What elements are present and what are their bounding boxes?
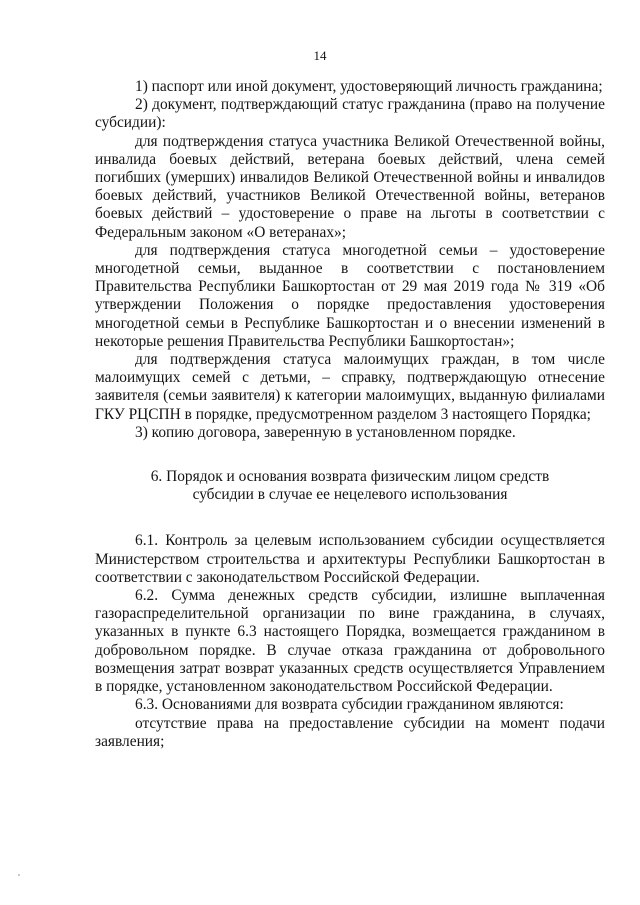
page-number: 14 [313,48,327,63]
scan-speck [18,874,20,876]
paragraph-6-3: 6.3. Основаниями для возврата субсидии гражданином являются: [135,696,564,714]
paragraph-6-3-reason-1: отсутствие права на предоставление субсидии на момент подачи заявления; [95,714,605,750]
section-heading [95,468,605,504]
paragraph-large-family-status: для подтверждения статуса многодетной семьи – удостоверение многодетной семьи, выданное в соответствии с постановлением Правительства Республики Башкортостан от 29 мая 2019 года № 319 «Об утверждении Положения о порядке предоставления удостоверения многодетной семьи в Республике Башкортостан и о внесении изменений в некоторые решения Правительства Республики Башкортостан»; [95,241,605,350]
paragraph-6-1: 6.1. Контроль за целевым использованием субсидии осуществляется Министерством строительства и архитектуры Республики Башкортостан в соответствии с законодательством Российской Федерации. [95,532,605,586]
document-body [95,78,605,751]
paragraph-item-1-passport: 1) паспорт или иной документ, удостоверяющий личность гражданина; [135,78,603,95]
section-heading-line-1: 6. Порядок и основания возврата физическим лицом средств [150,468,550,486]
paragraph-item-3-contract-copy: 3) копию договора, заверенную в установленном порядке. [135,423,516,441]
paragraph-veterans-status: для подтверждения статуса участника Великой Отечественной войны, инвалида боевых действий, ветерана боевых действий, члена семей погибших (умерших) инвалидов Великой Отечественной войны и инвалидов боевых действий, участников Великой Отечественной войны, ветеранов боевых действий – удостоверение о праве на льготы в соответствии с Федеральным законом «О ветеранах»; [95,132,605,241]
paragraph-6-2: 6.2. Сумма денежных средств субсидии, излишне выплаченная газораспределительной организации по вине гражданина, в случаях, указанных в пункте 6.3 настоящего Порядка, возмещается гражданином в добровольном порядке. В случае отказа гражданина от добровольного возмещения затрат возврат указанных средств осуществляется Управлением в порядке, установленном законодательством Российской Федерации. [95,587,605,696]
paragraph-item-2-status-document: 2) документ, подтверждающий статус гражданина (право на получение субсидии): [95,96,605,132]
paragraph-low-income-status: для подтверждения статуса малоимущих граждан, в том числе малоимущих семей с детьми, – справку, подтверждающую отнесение заявителя (семьи заявителя) к категории малоимущих, выданную филиалами ГКУ РЦСПН в порядке, предусмотренном разделом 3 настоящего Порядка; [95,351,605,423]
section-heading-line-2: субсидии в случае ее нецелевого использования [192,486,508,504]
